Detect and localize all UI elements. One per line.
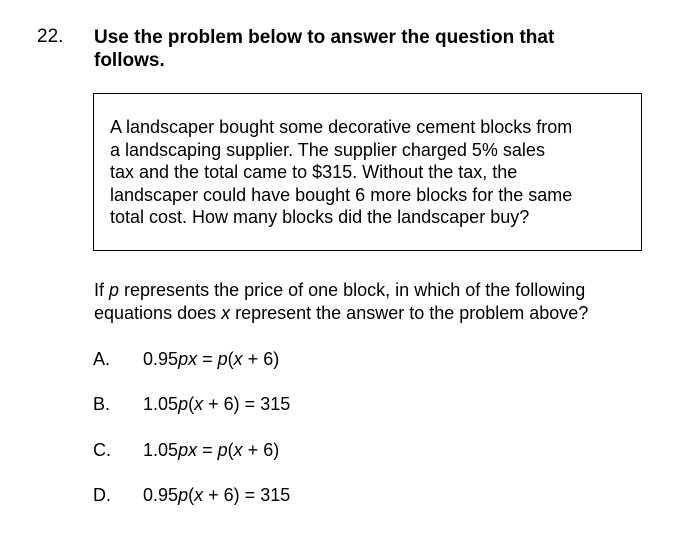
option-equation: 1.05p(x + 6) = 315 [143, 394, 291, 414]
option-c[interactable] [93, 439, 279, 461]
problem-text [110, 116, 572, 229]
option-d[interactable] [93, 484, 290, 506]
prompt-text: equations does [94, 302, 222, 323]
problem-box [93, 93, 642, 251]
option-a[interactable] [93, 348, 279, 370]
option-letter: D. [93, 485, 111, 505]
problem-line: a landscaping supplier. The supplier charged 5% sales [110, 139, 545, 160]
heading-line: Use the problem below to answer the question that [94, 27, 555, 48]
prompt-line [94, 279, 588, 302]
problem-line: tax and the total came to $315. Without the tax, the [110, 162, 518, 182]
option-letter: A. [93, 349, 111, 369]
prompt-text: represents the price of one block, in which of the following [119, 280, 586, 300]
heading-line: follows. [94, 50, 165, 71]
option-letter: B. [93, 394, 111, 414]
prompt-text: represent the answer to the problem above? [230, 302, 589, 323]
question-number: 22. [37, 26, 64, 47]
problem-line: total cost. How many blocks did the landscaper buy? [110, 207, 530, 227]
problem-line: A landscaper bought some decorative cement blocks from [110, 117, 573, 137]
problem-line: landscaper could have bought 6 more blocks for the same [110, 184, 573, 205]
option-equation: 0.95p(x + 6) = 315 [143, 485, 291, 505]
question-prompt [94, 279, 588, 324]
question-heading [94, 26, 654, 72]
variable-p: p [109, 280, 120, 300]
option-b[interactable] [93, 393, 290, 415]
prompt-line [94, 302, 588, 325]
option-equation: 1.05px = p(x + 6) [143, 440, 280, 460]
option-equation: 0.95px = p(x + 6) [143, 349, 280, 369]
prompt-text: If [94, 280, 110, 300]
variable-x: x [221, 302, 231, 323]
option-letter: C. [93, 440, 111, 460]
